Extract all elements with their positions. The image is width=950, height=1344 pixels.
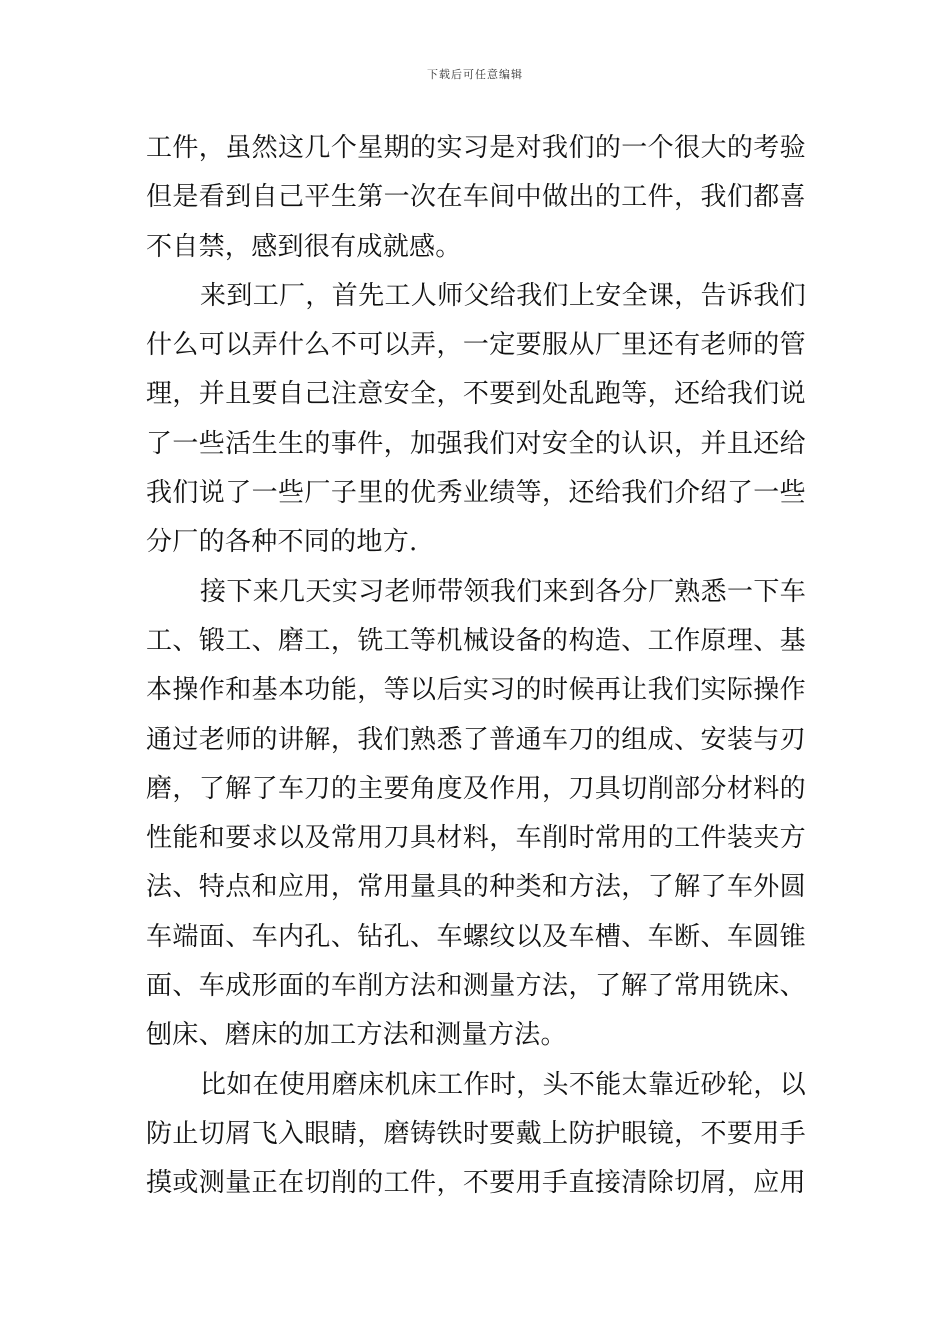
text-line: 工、锻工、磨工，铣工等机械设备的构造、工作原理、基 [146, 625, 806, 656]
paragraph-start-line: 来到工厂，首先工人师父给我们上安全课，告诉我们 [200, 280, 806, 311]
body-text [146, 124, 806, 1209]
text-line: 但是看到自己平生第一次在车间中做出的工件，我们都喜 [146, 182, 806, 213]
text-line: 什么可以弄什么不可以弄，一定要服从厂里还有老师的管 [146, 330, 806, 361]
text-line: 摸或测量正在切削的工件，不要用手直接清除切屑，应用 [146, 1168, 806, 1199]
text-line: 我们说了一些厂子里的优秀业绩等，还给我们介绍了一些 [146, 478, 806, 509]
text-line: 不自禁，感到很有成就感。 [146, 231, 462, 262]
text-line: 车端面、车内孔、钻孔、车螺纹以及车槽、车断、车圆锥 [146, 921, 806, 952]
page-header: 下载后可任意编辑 [427, 68, 523, 81]
paragraph-start-line: 接下来几天实习老师带领我们来到各分厂熟悉一下车 [200, 576, 806, 607]
text-line: 通过老师的讲解，我们熟悉了普通车刀的组成、安装与刃 [146, 724, 806, 755]
text-line: 理，并且要自己注意安全，不要到处乱跑等，还给我们说 [146, 379, 806, 410]
paragraph-start-line: 比如在使用磨床机床工作时，头不能太靠近砂轮，以 [200, 1069, 806, 1100]
text-line: 防止切屑飞入眼睛，磨铸铁时要戴上防护眼镜，不要用手 [146, 1118, 806, 1149]
text-line: 了一些活生生的事件，加强我们对安全的认识，并且还给 [146, 428, 806, 459]
text-line: 分厂的各种不同的地方. [146, 527, 418, 558]
text-line: 性能和要求以及常用刀具材料，车削时常用的工件装夹方 [146, 823, 806, 854]
text-line: 刨床、磨床的加工方法和测量方法。 [146, 1020, 567, 1051]
text-line: 磨，了解了车刀的主要角度及作用，刀具切削部分材料的 [146, 773, 806, 804]
text-line: 法、特点和应用，常用量具的种类和方法，了解了车外圆 [146, 872, 806, 903]
text-line: 面、车成形面的车削方法和测量方法，了解了常用铣床、 [146, 971, 806, 1002]
text-line: 本操作和基本功能，等以后实习的时候再让我们实际操作 [146, 675, 806, 706]
text-line: 工件，虽然这几个星期的实习是对我们的一个很大的考验 [146, 133, 806, 163]
